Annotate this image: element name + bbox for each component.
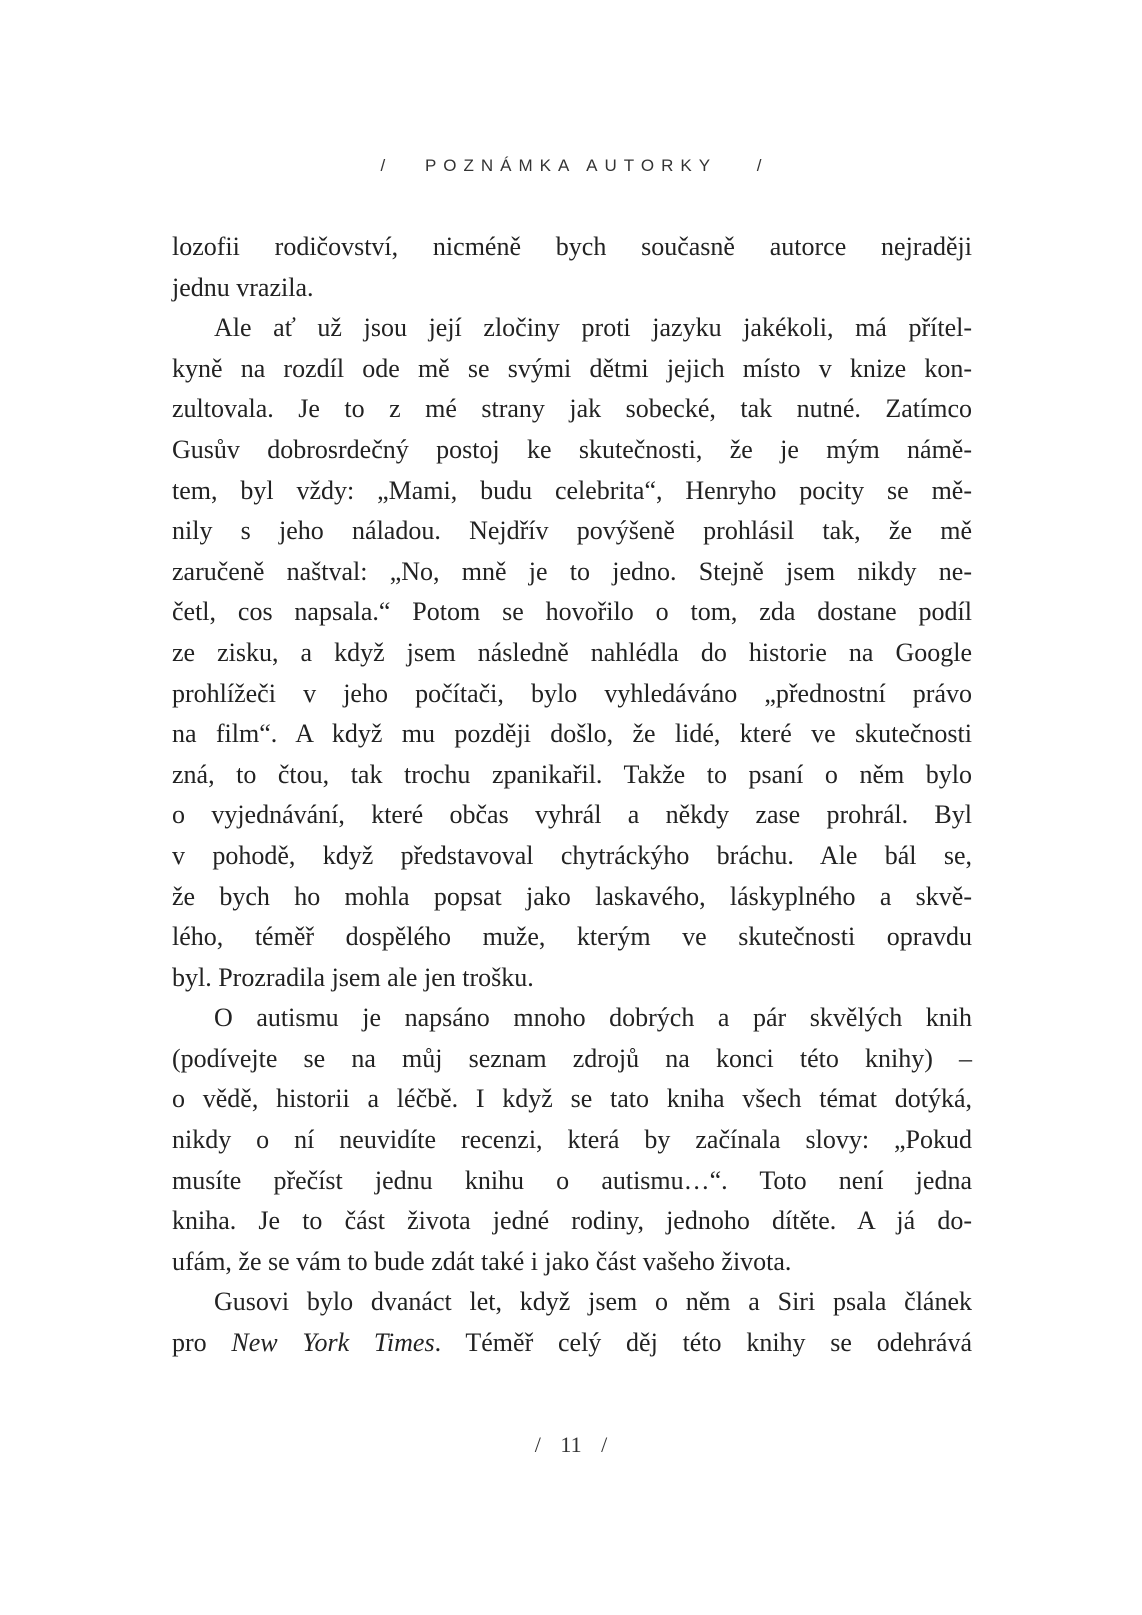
- text-line: nikdy o ní neuvidíte recenzi, která by začínala slovy: „Pokud: [172, 1125, 972, 1155]
- folio-slash-right: /: [601, 1432, 608, 1457]
- text-line: v pohodě, když představoval chytráckýho bráchu. Ale bál se,: [172, 840, 972, 870]
- text-line: O autismu je napsáno mnoho dobrých a pár skvělých knih: [214, 1003, 972, 1033]
- paragraph-2: [172, 308, 972, 998]
- paragraph-3: [172, 998, 972, 1282]
- text-line: zaručeně naštval: „No, mně je to jedno. Stejně jsem nikdy ne-: [172, 556, 972, 586]
- text-line: ufám, že se vám to bude zdát také i jako část vašeho života.: [172, 1246, 792, 1276]
- paragraph-4: [172, 1282, 972, 1363]
- running-head: [0, 156, 1142, 176]
- running-head-slash-right: /: [756, 156, 762, 175]
- text-line: prohlížeči v jeho počítači, bylo vyhledáváno „přednostní právo: [172, 678, 972, 708]
- text-line: lého, téměř dospělého muže, kterým ve skutečnosti opravdu: [172, 922, 972, 952]
- text-line: četl, cos napsala.“ Potom se hovořilo o tom, zda dostane podíl: [172, 597, 972, 627]
- newspaper-title: New York Times: [231, 1328, 435, 1358]
- text-line: na film“. A když mu později došlo, že lidé, které ve skutečnosti: [172, 719, 972, 749]
- body-text: [172, 227, 972, 1364]
- text-line: Gusův dobrosrdečný postoj ke skutečnosti, že je mým námě-: [172, 434, 972, 464]
- page-footer: [0, 1432, 1142, 1458]
- text-line: zná, to čtou, tak trochu zpanikařil. Takže to psaní o něm bylo: [172, 759, 972, 789]
- folio-slash-left: /: [534, 1432, 541, 1457]
- text-line: Gusovi bylo dvanáct let, když jsem o něm a Siri psala článek: [214, 1287, 972, 1317]
- text-line: o vyjednávání, které občas vyhrál a někdy zase prohrál. Byl: [172, 800, 972, 830]
- text-line: ze zisku, a když jsem následně nahlédla do historie na Google: [172, 637, 972, 667]
- text-line: byl. Prozradila jsem ale jen trošku.: [172, 962, 534, 992]
- text-line: nily s jeho náladou. Nejdřív povýšeně prohlásil tak, že mě: [172, 516, 972, 546]
- running-head-slash-left: /: [380, 156, 386, 175]
- page-number: 11: [560, 1432, 582, 1457]
- text-line: že bych ho mohla popsat jako laskavého, láskyplného a skvě-: [172, 881, 972, 911]
- text-line: lozofii rodičovství, nicméně bych současně autorce nejraději: [172, 232, 972, 261]
- paragraph-1: [172, 227, 972, 308]
- running-head-title: POZNÁMKA AUTORKY: [424, 156, 718, 175]
- text-line: Ale ať už jsou její zločiny proti jazyku jakékoli, má přítel-: [214, 313, 972, 343]
- text-line: jednu vrazila.: [172, 272, 314, 302]
- text-run: pro: [172, 1328, 232, 1358]
- text-line: (podívejte se na můj seznam zdrojů na konci této knihy) –: [172, 1043, 972, 1073]
- text-line: zultovala. Je to z mé strany jak sobecké, tak nutné. Zatímco: [172, 394, 972, 424]
- text-line: musíte přečíst jednu knihu o autismu…“. Toto není jedna: [172, 1165, 972, 1195]
- text-line: tem, byl vždy: „Mami, budu celebrita“, Henryho pocity se mě-: [172, 475, 972, 505]
- text-line: kyně na rozdíl ode mě se svými dětmi jejich místo v knize kon-: [172, 353, 972, 383]
- text-line: kniha. Je to část života jedné rodiny, jednoho dítěte. A já do-: [172, 1206, 972, 1236]
- text-line: o vědě, historii a léčbě. I když se tato kniha všech témat dotýká,: [172, 1084, 972, 1114]
- text-line-with-italic: [172, 1323, 972, 1364]
- text-run: . Téměř celý děj této knihy se odehrává: [434, 1328, 972, 1358]
